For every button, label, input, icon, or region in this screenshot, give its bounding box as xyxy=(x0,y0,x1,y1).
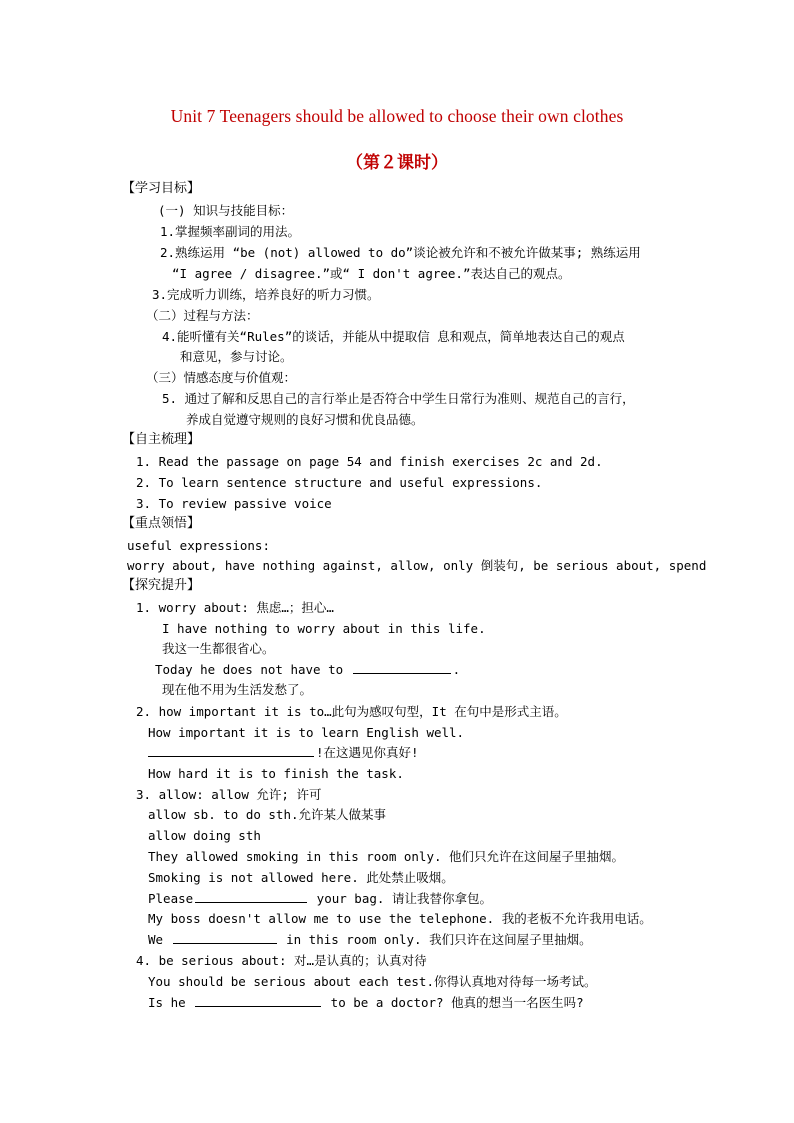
objective-4: 4.能听懂有关“Rules”的谈话，并能从中提取信 息和观点，简单地表达自己的观点 xyxy=(162,329,625,344)
fill-in-sentence: Is he to be a doctor? 他真的想当一名医生吗? xyxy=(148,995,584,1010)
self-study-item-2: 2. To learn sentence structure and useful expressions. xyxy=(136,475,543,490)
lesson-number: （第２课时） xyxy=(346,153,448,172)
objectives-heading: 【学习目标】 xyxy=(122,181,201,196)
explore-heading: 【探究提升】 xyxy=(122,578,201,593)
objective-3: 3.完成听力训练，培养良好的听力习惯。 xyxy=(152,287,380,302)
objective-2-continued: “I agree / disagree.”或“ I don't agree.”表达自己的观点。 xyxy=(172,266,571,281)
example-translation: 现在他不用为生活发愁了。 xyxy=(162,682,313,697)
fill-in-sentence: We in this room only. 我们只许在这间屋子里抽烟。 xyxy=(148,932,592,947)
answer-blank[interactable] xyxy=(195,890,307,903)
example-translation: 我这一生都很省心。 xyxy=(162,641,275,656)
example-sentence: I have nothing to worry about in this life. xyxy=(162,621,486,636)
example-sentence: How important it is to learn English well. xyxy=(148,725,465,740)
self-study-item-1: 1. Read the passage on page 54 and finish exercises 2c and 2d. xyxy=(136,454,603,469)
key-points-heading: 【重点领悟】 xyxy=(122,516,201,531)
answer-blank[interactable] xyxy=(173,931,277,944)
objective-1: 1.掌握频率副词的用法。 xyxy=(160,224,301,239)
document-title: Unit 7 Teenagers should be allowed to choose their own clothes xyxy=(170,106,624,126)
self-study-item-3: 3. To review passive voice xyxy=(136,496,332,511)
objective-4-continued: 和意见，参与讨论。 xyxy=(180,349,293,364)
usage-pattern: allow doing sth xyxy=(148,828,261,843)
self-study-heading: 【自主梳理】 xyxy=(122,432,201,447)
objectives-section-2: （二）过程与方法： xyxy=(146,308,259,323)
objectives-section-1: (一) 知识与技能目标： xyxy=(158,203,294,218)
explore-item-4: 4. be serious about: 对…是认真的；认真对待 xyxy=(136,953,427,968)
key-points-expressions: worry about, have nothing against, allow, only 倒装句, be serious about, spend xyxy=(127,558,707,573)
objectives-section-3: （三）情感态度与价值观： xyxy=(146,370,297,385)
explore-item-3: 3. allow: allow 允许; 许可 xyxy=(136,787,322,802)
usage-pattern: allow sb. to do sth.允许某人做某事 xyxy=(148,807,387,822)
fill-in-sentence: Today he does not have to . xyxy=(155,662,461,677)
fill-in-sentence: Please your bag. 请让我替你拿包。 xyxy=(148,891,492,906)
answer-blank[interactable] xyxy=(148,744,314,757)
fill-in-sentence: !在这遇见你真好! xyxy=(148,744,419,762)
example-sentence: You should be serious about each test.你得认真地对待每一场考试。 xyxy=(148,974,597,989)
answer-blank[interactable] xyxy=(353,661,451,674)
example-sentence: How hard it is to finish the task. xyxy=(148,766,404,781)
example-sentence: My boss doesn't allow me to use the telephone. 我的老板不允许我用电话。 xyxy=(148,911,652,926)
explore-item-1: 1. worry about: 焦虑…；担心… xyxy=(136,600,334,615)
example-sentence: They allowed smoking in this room only. 他们只允许在这间屋子里抽烟。 xyxy=(148,849,625,864)
key-points-label: useful expressions: xyxy=(127,538,270,553)
example-sentence: Smoking is not allowed here. 此处禁止吸烟。 xyxy=(148,870,454,885)
answer-blank[interactable] xyxy=(195,994,321,1007)
explore-item-2: 2. how important it is to…此句为感叹句型，It 在句中是形式主语。 xyxy=(136,704,567,719)
objective-5: 5. 通过了解和反思自己的言行举止是否符合中学生日常行为准则、规范自己的言行， xyxy=(162,391,635,406)
objective-2: 2.熟练运用 “be (not) allowed to do”谈论被允许和不被允许做某事; 熟练运用 xyxy=(160,245,641,260)
objective-5-continued: 养成自觉遵守规则的良好习惯和优良品德。 xyxy=(186,412,424,427)
